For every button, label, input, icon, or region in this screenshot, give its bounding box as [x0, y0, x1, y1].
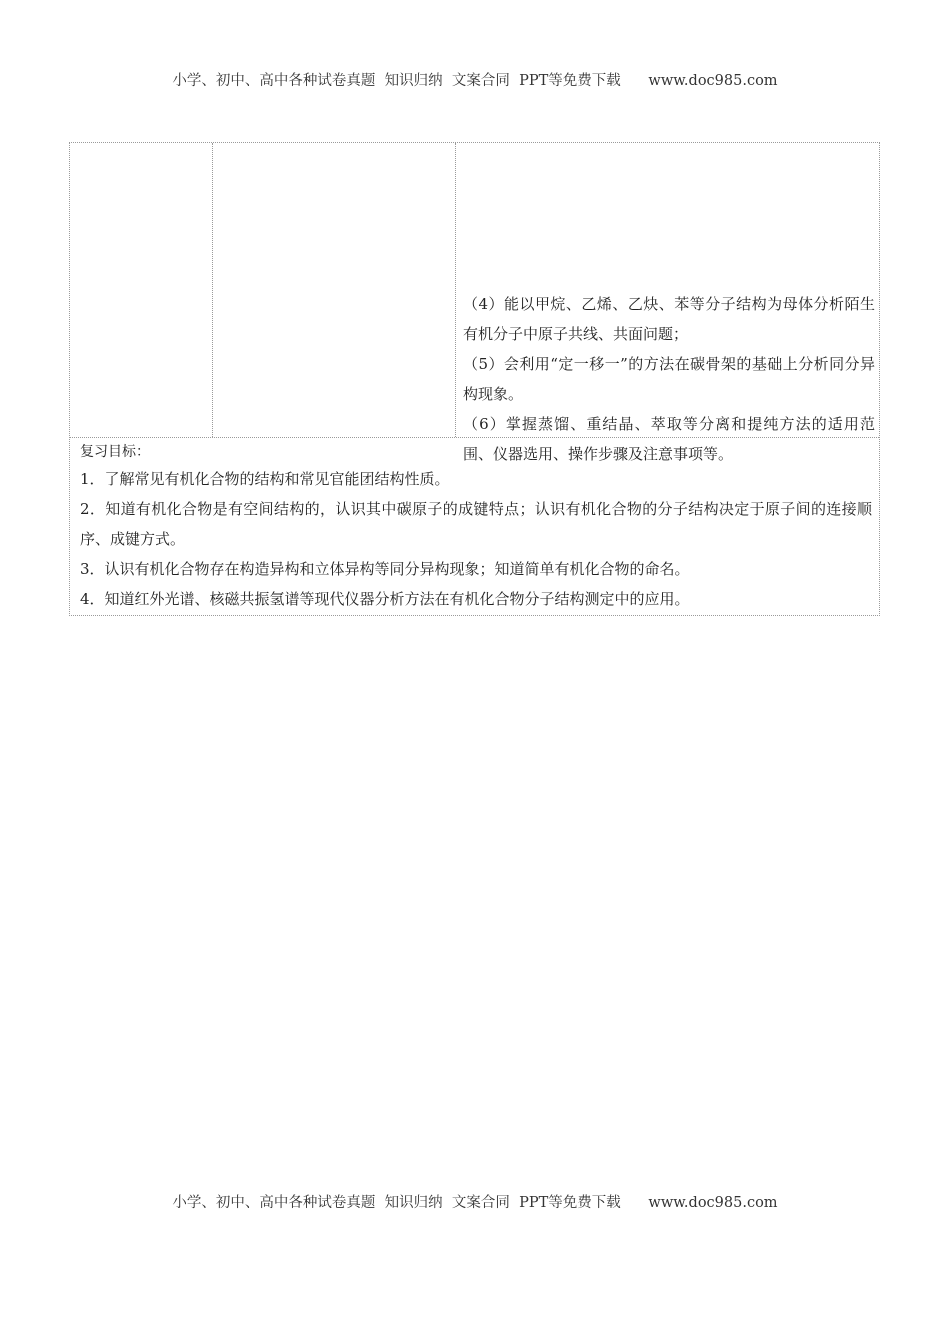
column-divider-1: [212, 143, 213, 437]
content-table: [69, 142, 880, 616]
goal-item: 2．知道有机化合物是有空间结构的，认识其中碳原子的成键特点；认识有机化合物的分子结构决定于原子间的连接顺序、成键方式。: [80, 500, 872, 548]
review-goals: [80, 440, 872, 614]
goal-item: 1．了解常见有机化合物的结构和常见官能团结构性质。: [80, 470, 450, 488]
requirement-item: （6）掌握蒸馏、重结晶、萃取等分离和提纯方法的适用范围、仪器选用、操作步骤及注意事项等。: [463, 415, 875, 463]
page-header: 小学、初中、高中各种试卷真题 知识归纳 文案合同 PPT等免费下载 www.doc985.com: [172, 73, 778, 89]
requirement-item: （4）能以甲烷、乙烯、乙炔、苯等分子结构为母体分析陌生有机分子中原子共线、共面问题；: [463, 295, 875, 343]
review-goals-title: 复习目标：: [80, 444, 150, 460]
goal-item: 3．认识有机化合物存在构造异构和立体异构等同分异构现象；知道简单有机化合物的命名。: [80, 560, 690, 578]
goal-item: 4．知道红外光谱、核磁共振氢谱等现代仪器分析方法在有机化合物分子结构测定中的应用。: [80, 590, 690, 608]
page-footer: 小学、初中、高中各种试卷真题 知识归纳 文案合同 PPT等免费下载 www.doc985.com: [172, 1195, 778, 1211]
column-divider-2: [455, 143, 456, 437]
requirement-item: （5）会利用“定一移一”的方法在碳骨架的基础上分析同分异构现象。: [463, 355, 875, 403]
